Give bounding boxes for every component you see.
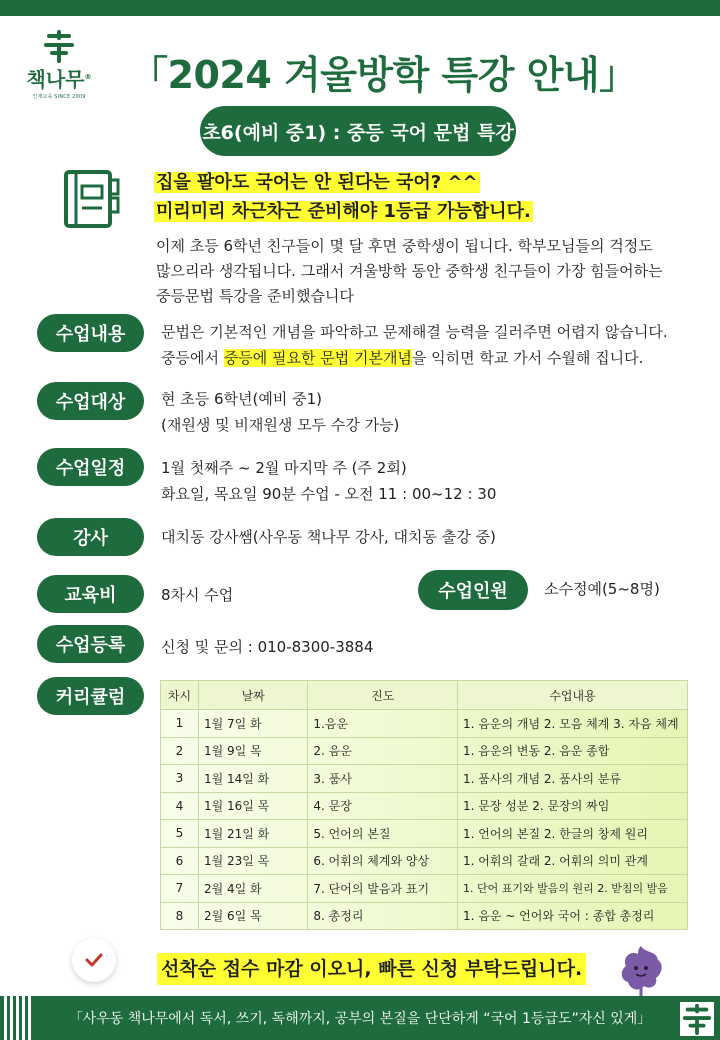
cell-date: 1월 21일 화 <box>198 820 307 848</box>
table-header-row <box>161 681 688 710</box>
cell-date: 1월 14일 화 <box>198 765 307 793</box>
tree-logo-icon <box>41 28 77 64</box>
notebook-icon <box>62 168 122 230</box>
cell-topics: 1. 문장 성분 2. 문장의 짜임 <box>458 792 688 820</box>
label-target: 수업대상 <box>37 382 144 420</box>
footer-slogan: 「사우동 책나무에서 독서, 쓰기, 독해까지, 공부의 본질을 단단하게 “국어 1등급도”자신 있게」 <box>68 1011 652 1027</box>
table-row <box>161 792 688 820</box>
cell-topics: 1. 품사의 개념 2. 품사의 분류 <box>458 765 688 793</box>
cell-session: 7 <box>161 875 199 903</box>
target-text: 현 초등 6학년(예비 중1) (재원생 및 비재원생 모두 수강 가능) <box>161 390 400 434</box>
check-badge <box>72 938 116 982</box>
cell-progress: 7. 단어의 발음과 표기 <box>308 875 458 903</box>
cell-progress: 8. 총정리 <box>308 902 458 930</box>
cell-progress: 6. 어휘의 체계와 양상 <box>308 847 458 875</box>
cell-date: 1월 23일 목 <box>198 847 307 875</box>
col-header-date: 날짜 <box>198 681 307 710</box>
cell-progress: 1.음운 <box>308 710 458 738</box>
mascot-icon <box>616 942 666 1002</box>
cell-progress: 3. 품사 <box>308 765 458 793</box>
footer-logo <box>680 1002 714 1036</box>
table-row <box>161 875 688 903</box>
table-row <box>161 847 688 875</box>
register-text: 신청 및 문의 : 010-8300-3884 <box>161 638 374 656</box>
label-register: 수업등록 <box>37 625 144 663</box>
table-row <box>161 710 688 738</box>
check-icon <box>84 952 104 968</box>
cell-session: 4 <box>161 792 199 820</box>
col-header-progress: 진도 <box>308 681 458 710</box>
cell-date: 1월 9일 목 <box>198 737 307 765</box>
table-row <box>161 765 688 793</box>
fee-text: 8차시 수업 <box>161 586 234 604</box>
cell-topics: 1. 음운의 개념 2. 모음 체계 3. 자음 체계 <box>458 710 688 738</box>
table-row <box>161 737 688 765</box>
schedule-text: 1월 첫째주 ~ 2월 마지막 주 (주 2회) 화요일, 목요일 90분 수업 - 오전 11 : 00~12 : 30 <box>161 459 497 503</box>
cell-progress: 2. 음운 <box>308 737 458 765</box>
cell-topics: 1. 단어 표기와 발음의 원리 2. 받침의 발음 <box>458 875 688 903</box>
intro-paragraph: 이제 초등 6학년 친구들이 몇 달 후면 중학생이 됩니다. 학부모님들의 걱정도 많으리라 생각됩니다. 그래서 겨울방학 동안 중학생 친구들이 가장 힘들어하는 중등문법 특강을 준비했습니다 <box>156 237 663 305</box>
footer-banner <box>0 996 720 1040</box>
cell-session: 6 <box>161 847 199 875</box>
cell-topics: 1. 음운의 변동 2. 음운 종합 <box>458 737 688 765</box>
subtitle-pill: 초6(예비 중1) : 중등 국어 문법 특강 <box>200 106 516 156</box>
label-instructor: 강사 <box>37 518 144 556</box>
col-header-session: 차시 <box>161 681 199 710</box>
table-row <box>161 820 688 848</box>
brand-name: 책나무® <box>26 67 92 92</box>
cell-session: 2 <box>161 737 199 765</box>
cell-date: 2월 4일 화 <box>198 875 307 903</box>
closing-notice: 선착순 접수 마감 이오니, 빠른 신청 부탁드립니다. <box>157 953 586 985</box>
label-capacity: 수업인원 <box>418 570 528 610</box>
instructor-text: 대치동 강사쌤(사우동 책나무 강사, 대치동 출강 중) <box>161 528 496 546</box>
col-header-topics: 수업내용 <box>458 681 688 710</box>
brand-since: 인재교육 SINCE 2009 <box>32 93 86 100</box>
cell-topics: 1. 음운 ~ 언어와 국어 : 종합 총정리 <box>458 902 688 930</box>
cell-date: 1월 7일 화 <box>198 710 307 738</box>
cell-date: 1월 16일 목 <box>198 792 307 820</box>
cell-topics: 1. 어휘의 갈래 2. 어휘의 의미 관계 <box>458 847 688 875</box>
label-schedule: 수업일정 <box>37 448 144 486</box>
cell-session: 3 <box>161 765 199 793</box>
curriculum-table <box>160 680 688 930</box>
brand-logo <box>14 28 104 108</box>
cell-date: 2월 6일 목 <box>198 902 307 930</box>
cell-session: 8 <box>161 902 199 930</box>
intro-headline-2: 미리미리 차근차근 준비해야 1등급 가능합니다. <box>156 201 531 222</box>
intro-headline-1: 집을 팔아도 국어는 안 된다는 국어? ^^ <box>156 172 478 193</box>
cell-session: 5 <box>161 820 199 848</box>
label-curriculum: 커리큘럼 <box>37 677 144 715</box>
content-text: 문법은 기본적인 개념을 파악하고 문제해결 능력을 길러주면 어렵지 않습니다. 중등에서 중등에 필요한 문법 기본개념을 익히면 학교 가서 수월해 집니다. <box>161 323 668 367</box>
cell-progress: 4. 문장 <box>308 792 458 820</box>
page-title: 「2024 겨울방학 특강 안내」 <box>130 53 637 97</box>
footer-stripes <box>4 996 34 1040</box>
capacity-text: 소수정예(5~8명) <box>544 580 660 598</box>
label-fee: 교육비 <box>37 575 144 613</box>
cell-topics: 1. 언어의 본질 2. 한글의 창제 원리 <box>458 820 688 848</box>
cell-session: 1 <box>161 710 199 738</box>
cell-progress: 5. 언어의 본질 <box>308 820 458 848</box>
tree-logo-icon <box>680 1002 714 1036</box>
top-bar <box>0 0 720 16</box>
table-row <box>161 902 688 930</box>
label-content: 수업내용 <box>37 314 144 352</box>
